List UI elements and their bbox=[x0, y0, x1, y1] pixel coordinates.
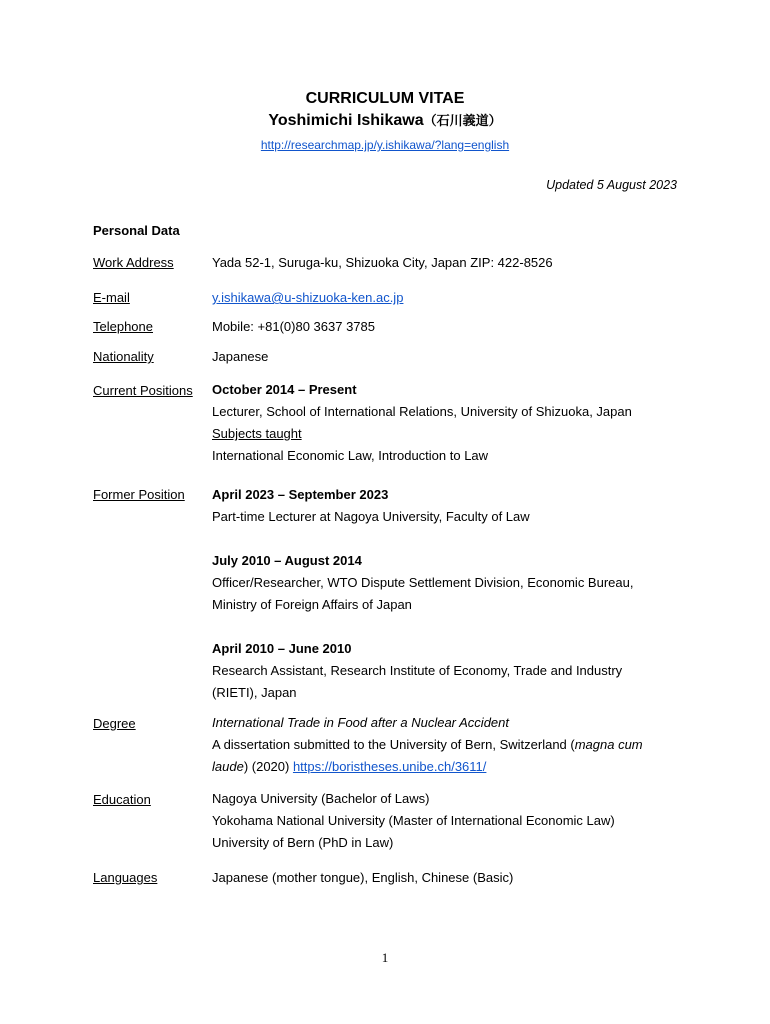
former-position-period: April 2023 – September 2023 bbox=[212, 487, 389, 502]
former-position-desc: Part-time Lecturer at Nagoya University, Faculty of Law bbox=[212, 509, 530, 524]
current-positions-value bbox=[212, 379, 662, 467]
dissertation-title: International Trade in Food after a Nuclear Accident bbox=[212, 715, 509, 730]
former-position-desc-line: (RIETI), Japan bbox=[212, 685, 297, 700]
honors-text-cont: laude bbox=[212, 759, 244, 774]
nationality-label: Nationality bbox=[93, 349, 154, 364]
degree-value bbox=[212, 712, 662, 778]
email-label: E-mail bbox=[93, 290, 130, 305]
former-position-entry bbox=[212, 550, 662, 616]
updated-date: Updated 5 August 2023 bbox=[546, 178, 677, 192]
current-positions-label: Current Positions bbox=[93, 383, 193, 398]
page-number: 1 bbox=[381, 950, 389, 965]
former-position-desc-line: Ministry of Foreign Affairs of Japan bbox=[212, 597, 412, 612]
cv-header bbox=[0, 88, 770, 155]
former-position-period: July 2010 – August 2014 bbox=[212, 553, 362, 568]
former-position-entry bbox=[212, 638, 662, 704]
person-name bbox=[0, 110, 770, 132]
nationality-value: Japanese bbox=[212, 349, 269, 364]
education-item: Nagoya University (Bachelor of Laws) bbox=[212, 791, 430, 806]
telephone-label: Telephone bbox=[93, 319, 153, 334]
education-item: Yokohama National University (Master of International Economic Law) bbox=[212, 813, 615, 828]
dissertation-desc: A dissertation submitted to the University of Bern, Switzerland ( bbox=[212, 737, 575, 752]
former-position-entry bbox=[212, 484, 662, 528]
former-position-desc-line: Officer/Researcher, WTO Dispute Settlement Division, Economic Bureau, bbox=[212, 575, 634, 590]
document-title: CURRICULUM VITAE bbox=[305, 90, 465, 107]
email-link[interactable]: y.ishikawa@u-shizuoka-ken.ac.jp bbox=[212, 290, 404, 305]
work-address-value: Yada 52-1, Suruga-ku, Shizuoka City, Japan ZIP: 422-8526 bbox=[212, 255, 553, 270]
education-item: University of Bern (PhD in Law) bbox=[212, 835, 394, 850]
former-position-label: Former Position bbox=[93, 487, 185, 502]
work-address-label: Work Address bbox=[93, 255, 174, 270]
honors-text: magna cum bbox=[574, 737, 643, 752]
former-position-period: April 2010 – June 2010 bbox=[212, 641, 352, 656]
dissertation-year: ) (2020) bbox=[243, 759, 293, 774]
dissertation-link[interactable]: https://boristheses.unibe.ch/3611/ bbox=[292, 759, 487, 774]
education-label: Education bbox=[93, 792, 151, 807]
current-position-period: October 2014 – Present bbox=[212, 382, 357, 397]
degree-label: Degree bbox=[93, 716, 136, 731]
subjects-taught-label: Subjects taught bbox=[212, 426, 302, 441]
former-position-desc-line: Research Assistant, Research Institute of Economy, Trade and Industry bbox=[212, 663, 623, 678]
current-position-role: Lecturer, School of International Relations, University of Shizuoka, Japan bbox=[212, 404, 632, 419]
languages-value: Japanese (mother tongue), English, Chinese (Basic) bbox=[212, 870, 514, 885]
subjects-taught-value: International Economic Law, Introduction to Law bbox=[212, 448, 489, 463]
section-title-personal-data: Personal Data bbox=[93, 223, 180, 238]
person-name-en: Yoshimichi Ishikawa bbox=[268, 112, 424, 129]
researchmap-link[interactable]: http://researchmap.jp/y.ishikawa/?lang=english bbox=[260, 138, 510, 152]
languages-label: Languages bbox=[93, 870, 158, 885]
telephone-value: Mobile: +81(0)80 3637 3785 bbox=[212, 319, 375, 334]
person-name-jp: （石川義道） bbox=[423, 113, 502, 128]
education-list bbox=[212, 788, 662, 854]
